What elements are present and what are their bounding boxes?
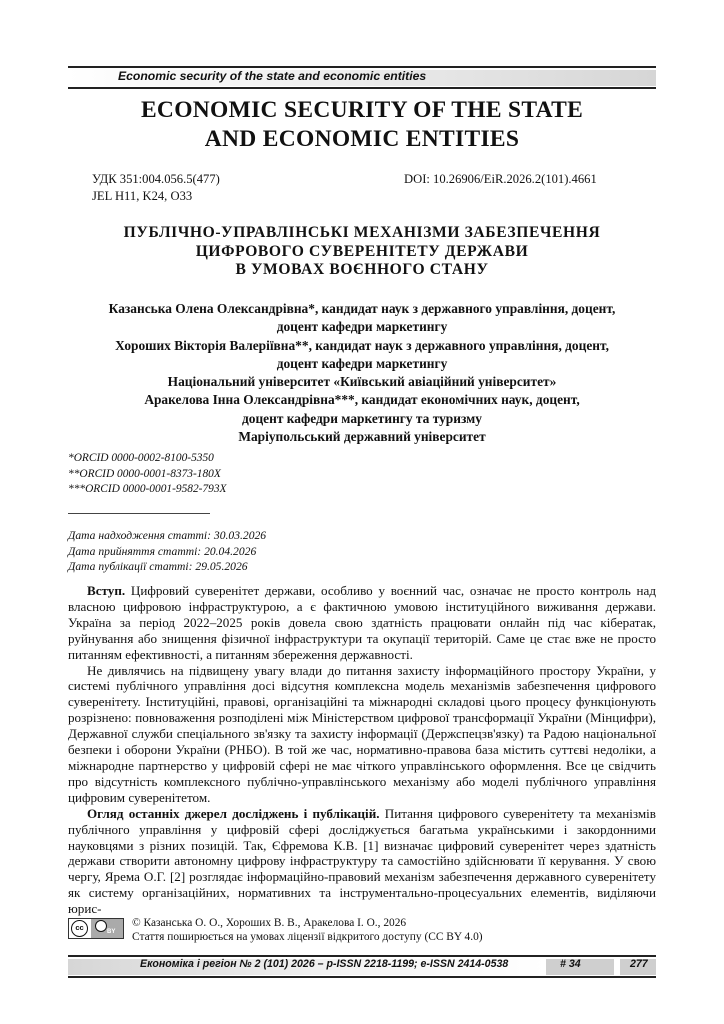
article-title-line-3: В УМОВАХ ВОЄННОГО СТАНУ	[235, 261, 489, 278]
received-date: Дата надходження статті: 30.03.2026	[68, 529, 267, 542]
running-title: Economic security of the state and economic entities	[118, 69, 427, 83]
article-body	[68, 583, 656, 917]
cc-icon: cc	[71, 920, 88, 937]
paragraph-text: Цифровий суверенітет держави, особливо у воєнний час, означає не просто контроль над власною цифровою інфраструктурою, а є фактичною умовою інституційного виживання держави. Україна за період 2022–2025 років довела свою здатність працювати онлайн під час кібератак, руйнування або знищення фізичної інфраструктури та окупації територій. Саме це стає вже не просто питанням ефективності, а питанням збереження державності.	[68, 583, 656, 662]
author-block	[68, 300, 656, 446]
jel-codes: JEL H11, K24, O33	[92, 189, 193, 203]
orcid-item: ***ORCID 0000-0001-9582-793X	[68, 483, 227, 495]
published-date: Дата публікації статті: 29.05.2026	[68, 560, 248, 573]
separator-rule	[68, 513, 210, 514]
footer-journal-info: Економіка і регіон № 2 (101) 2026 – p-ISSN 2218-1199; e-ISSN 2414-0538	[140, 958, 509, 970]
by-label: BY	[107, 929, 116, 935]
article-title	[68, 224, 656, 280]
copyright-line: © Казанська О. О., Хороших В. В., Аракелова І. О., 2026	[132, 917, 407, 929]
author-line: Казанська Олена Олександрівна*, кандидат наук з державного управління, доцент,	[108, 301, 616, 316]
author-line: доцент кафедри маркетингу	[276, 355, 448, 371]
license-statement: Стаття поширюється на умовах ліцензії відкритого доступу (CC BY 4.0)	[132, 930, 483, 943]
section-title-line-2: AND ECONOMIC ENTITIES	[204, 126, 520, 152]
paragraph-heading: Вступ.	[87, 583, 126, 598]
paragraph-introduction	[68, 583, 656, 663]
section-title	[68, 96, 656, 154]
article-title-line-1: ПУБЛІЧНО-УПРАВЛІНСЬКІ МЕХАНІЗМИ ЗАБЕЗПЕЧЕННЯ	[123, 224, 601, 241]
classification-codes	[92, 171, 220, 205]
footer-bottom-rule	[68, 976, 656, 978]
header-bottom-rule	[68, 87, 656, 89]
paragraph-heading: Огляд останніх джерел досліджень і публікацій.	[87, 805, 380, 821]
license-text	[132, 917, 483, 944]
page-number: 277	[630, 958, 648, 970]
cc-by-license-icon	[68, 918, 124, 939]
orcid-item: *ORCID 0000-0002-8100-5350	[68, 452, 214, 464]
article-dates	[68, 528, 266, 575]
paragraph-literature-review	[68, 806, 656, 917]
section-title-line-1: ECONOMIC SECURITY OF THE STATE	[140, 97, 584, 123]
author-line: доцент кафедри маркетингу та туризму	[242, 410, 482, 426]
doi: DOI: 10.26906/EiR.2026.2(101).4661	[404, 172, 597, 186]
accepted-date: Дата прийняття статті: 20.04.2026	[68, 544, 257, 558]
paragraph-text: Не дивлячись на підвищену увагу влади до питання захисту інформаційного простору України, у системі публічного управління досі відсутня комплексна модель механізмів забезпечення цифрового суверенітету. Інституційні, правові, організаційні та міжнародні складові цього процесу функціонують розрізнено: повноваження розподілені між Міністерством цифрової трансформації України (Мінцифри), Державної служби спеціального зв'язку та захисту інформації (Держспецзв'язку) та Радою національної безпеки і оборони України (РНБО). В той же час, нормативно-правова база містить суттєві недоліки, а міжнародне партнерство у цифровій сфері не має чіткого управлінського оформлення. Все це свідчить про відсутність комплексного публічно-управлінського механізму або моделі публічного управління цифровим суверенітетом.	[68, 662, 656, 805]
by-person-icon	[95, 920, 107, 932]
author-line: доцент кафедри маркетингу	[276, 319, 448, 335]
header-top-rule	[68, 66, 656, 68]
affiliation-line: Маріупольський державний університет	[238, 429, 486, 445]
author-line: Хороших Вікторія Валеріївна**, кандидат наук з державного управління, доцент,	[115, 337, 609, 353]
article-title-line-2: ЦИФРОВОГО СУВЕРЕНІТЕТУ ДЕРЖАВИ	[195, 242, 529, 260]
affiliation-line: Національний університет «Київський авіаційний університет»	[167, 374, 557, 390]
paragraph-text: Питання цифрового суверенітету та механізмів публічного управління у цифровій сфері досліджується багатьма українськими і закордонними науковцями з різних позицій. Так, Єфремова К.В. [1] визначає цифровий суверенітет через здатність держави створити автономну цифрову інфраструктуру та самостійно здійснювати її керування. У свою чергу, Ярема О.Г. [2] розглядає інформаційно-правовий механізм забезпечення державного суверенітету як систему організаційних, нормативних та інструментально-процесуальних елементів, виділяючи юрис-	[68, 805, 656, 917]
footer-top-rule	[68, 955, 656, 957]
udc-code: УДК 351:004.056.5(477)	[92, 172, 220, 186]
orcid-list	[68, 451, 227, 498]
author-line: Аракелова Інна Олександрівна***, кандидат економічних наук, доцент,	[144, 392, 580, 408]
orcid-item: **ORCID 0000-0001-8373-180X	[68, 467, 221, 480]
footer-issue-number: # 34	[560, 958, 581, 970]
